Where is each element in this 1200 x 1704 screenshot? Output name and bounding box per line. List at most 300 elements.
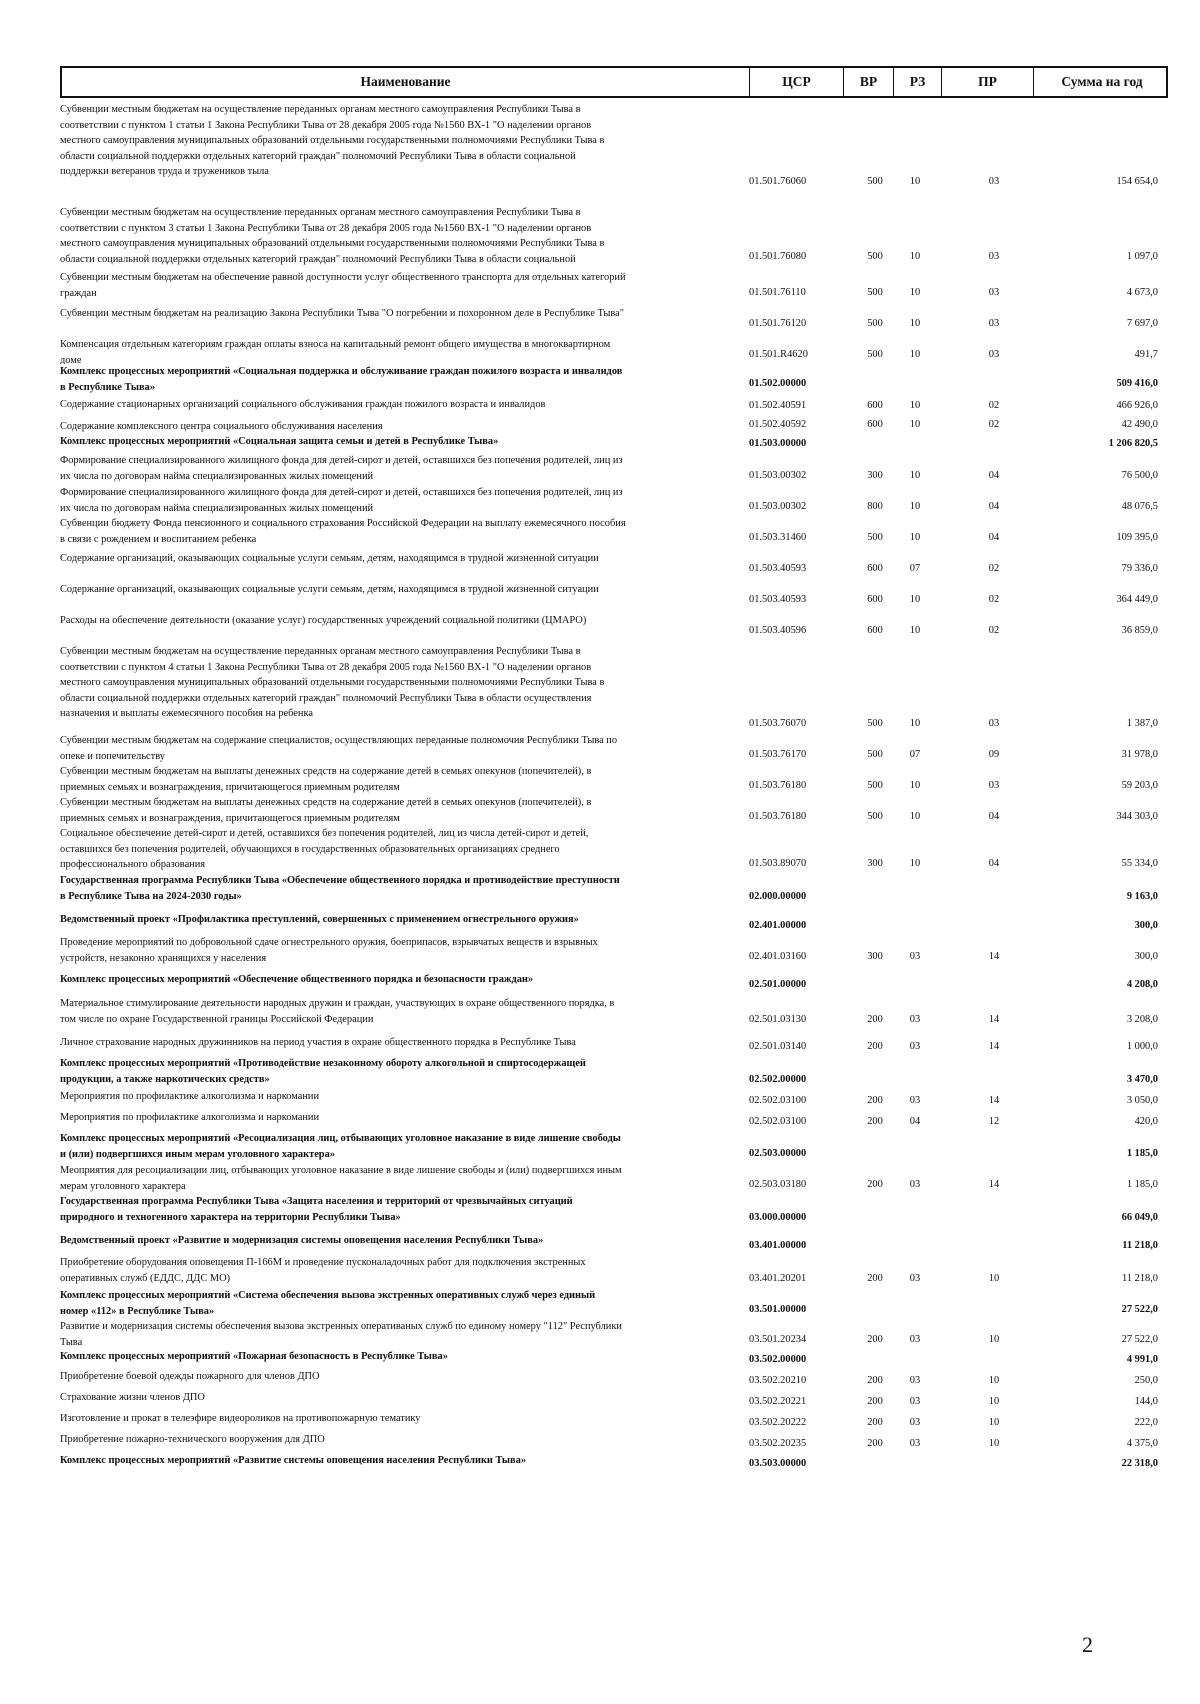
row-pr bbox=[939, 1226, 1031, 1227]
row-rz: 10 bbox=[909, 470, 921, 482]
row-vr bbox=[841, 1472, 891, 1473]
row-pr bbox=[939, 1472, 1031, 1473]
table-row bbox=[60, 1369, 1168, 1390]
row-name: Субвенции местным бюджетам на выплаты денежных средств на содержание детей в семьях опекунов (попечителей), в приемных семьях и вознаграждения, причитающегося приемным родителям bbox=[60, 766, 592, 793]
row-sum: 491,7 bbox=[1134, 349, 1158, 361]
row-csr: 02.501.03130 bbox=[749, 1014, 807, 1026]
row-pr bbox=[939, 1368, 1031, 1369]
row-vr: 200 bbox=[867, 1417, 883, 1429]
row-name: Проведение мероприятий по добровольной сдаче огнестрельного оружия, боеприпасов, взрывчатых веществ и взрывных устройств, незаконно хранящихся у населения bbox=[60, 937, 598, 964]
row-sum: 11 218,0 bbox=[1122, 1240, 1158, 1252]
row-sum: 466 926,0 bbox=[1116, 400, 1158, 412]
row-pr: 14 bbox=[988, 1014, 1000, 1026]
header-name: Наименование bbox=[360, 74, 451, 89]
row-rz bbox=[891, 1472, 939, 1473]
row-rz bbox=[891, 1162, 939, 1163]
row-pr bbox=[939, 392, 1031, 393]
row-pr: 12 bbox=[988, 1116, 1000, 1128]
row-csr: 03.501.00000 bbox=[749, 1304, 807, 1316]
row-vr: 500 bbox=[867, 749, 883, 761]
row-sum: 36 859,0 bbox=[1121, 625, 1158, 637]
row-rz: 03 bbox=[909, 1095, 921, 1107]
row-sum: 364 449,0 bbox=[1116, 594, 1158, 606]
table-row bbox=[60, 1056, 1168, 1089]
row-name: Субвенции бюджету Фонда пенсионного и социального страхования Российской Федерации на выплату ежемесячного пособия в связи с рождением и воспитанием ребенка bbox=[60, 518, 626, 545]
row-name: Субвенции местным бюджетам на обеспечение равной доступности услуг общественного транспорта для отдельных категорий граждан bbox=[60, 272, 626, 299]
row-name: Комплекс процессных мероприятий «Социальная поддержка и обслуживание граждан пожилого возраста и инвалидов в Республике Тыва» bbox=[60, 366, 623, 393]
row-rz: 03 bbox=[909, 1334, 921, 1346]
row-rz: 03 bbox=[909, 1014, 921, 1026]
row-name: Субвенции местным бюджетам на содержание специалистов, осуществляющих переданные полномочия Республики Тыва по опеке и попечительству bbox=[60, 735, 618, 762]
row-pr: 03 bbox=[988, 318, 1000, 330]
row-rz: 03 bbox=[909, 1438, 921, 1450]
row-vr: 300 bbox=[867, 470, 883, 482]
row-name: Материальное стимулирование деятельности народных дружин и граждан, участвующих в охране общественного порядка, в том числе по охране Государственной границы Российской Федерации bbox=[60, 998, 615, 1025]
row-rz: 10 bbox=[909, 532, 921, 544]
row-vr bbox=[841, 1088, 891, 1089]
row-csr: 02.502.00000 bbox=[749, 1074, 807, 1086]
row-rz bbox=[891, 1254, 939, 1255]
row-vr: 600 bbox=[867, 419, 883, 431]
row-pr: 10 bbox=[988, 1375, 1000, 1387]
row-name: Расходы на обеспечение деятельности (оказание услуг) государственных учреждений социальной политики (ЦМАРО) bbox=[60, 615, 587, 626]
row-vr bbox=[841, 1254, 891, 1255]
row-pr: 04 bbox=[988, 501, 1000, 513]
row-sum: 4 673,0 bbox=[1126, 287, 1158, 299]
row-pr: 02 bbox=[988, 594, 1000, 606]
row-name: Комплекс процессных мероприятий «Система обеспечения вызова экстренных оперативных служб через единый номер «112» в Республике Тыва» bbox=[60, 1290, 596, 1317]
row-vr bbox=[841, 993, 891, 994]
row-rz bbox=[891, 392, 939, 393]
row-name: Содержание организаций, оказывающих социальные услуги семьям, детям, находящимся в трудной жизненной ситуации bbox=[60, 584, 599, 595]
row-sum: 109 395,0 bbox=[1116, 532, 1158, 544]
row-vr: 200 bbox=[867, 1438, 883, 1450]
header-sum: Сумма на год bbox=[1033, 68, 1170, 96]
row-name: Субвенции местным бюджетам на осуществление переданных органам местного самоуправления Республики Тыва в соответствии с пунктом 1 статьи 1 Закона Республики Тыва от 28 декабря 2005 года №1560 ВХ-1 "О наделении органов местного самоуправления муниципальных образований отдельными государственными полномочиями Республики Тыва в области социальной поддержки отдельных категорий граждан" полномочий Республики Тыва в области социальной поддержки ветеранов труда и тружеников тыла bbox=[60, 104, 605, 178]
row-pr: 10 bbox=[988, 1273, 1000, 1285]
row-csr: 03.502.20222 bbox=[749, 1417, 807, 1429]
row-rz: 10 bbox=[909, 251, 921, 263]
row-name: Субвенции местным бюджетам на выплаты денежных средств на содержание детей в семьях опекунов (попечителей), в приемных семьях и вознаграждения, причитающегося приемным родителям bbox=[60, 797, 592, 824]
row-rz: 03 bbox=[909, 951, 921, 963]
row-pr: 10 bbox=[988, 1417, 1000, 1429]
table-row bbox=[60, 733, 1168, 764]
row-csr: 03.501.20234 bbox=[749, 1334, 807, 1346]
budget-table bbox=[60, 66, 1168, 1473]
row-pr: 03 bbox=[988, 176, 1000, 188]
table-row bbox=[60, 434, 1168, 453]
row-rz bbox=[891, 1368, 939, 1369]
table-row bbox=[60, 1432, 1168, 1453]
row-name: Мероприятия по профилактике алкоголизма и наркомании bbox=[60, 1091, 320, 1102]
row-vr: 200 bbox=[867, 1334, 883, 1346]
row-vr: 200 bbox=[867, 1396, 883, 1408]
table-row bbox=[60, 1110, 1168, 1131]
row-csr: 01.503.00302 bbox=[749, 470, 807, 482]
row-csr: 01.503.31460 bbox=[749, 532, 807, 544]
row-pr: 04 bbox=[988, 858, 1000, 870]
row-name: Формирование специализированного жилищного фонда для детей-сирот и детей, оставшихся без попечения родителей, лиц из их числа по договорам найма специализированных жилых помещений bbox=[60, 455, 623, 482]
row-sum: 27 522,0 bbox=[1121, 1304, 1158, 1316]
row-rz: 03 bbox=[909, 1375, 921, 1387]
row-sum: 76 500,0 bbox=[1121, 470, 1158, 482]
table-row bbox=[60, 609, 1168, 640]
row-pr: 04 bbox=[988, 470, 1000, 482]
header-csr: ЦСР bbox=[749, 68, 843, 96]
row-vr: 600 bbox=[867, 400, 883, 412]
row-csr: 03.502.20235 bbox=[749, 1438, 807, 1450]
row-rz: 10 bbox=[909, 176, 921, 188]
table-row bbox=[60, 935, 1168, 966]
table-row bbox=[60, 795, 1168, 826]
row-vr bbox=[841, 1318, 891, 1319]
row-csr: 03.502.20221 bbox=[749, 1396, 807, 1408]
table-row bbox=[60, 1288, 1168, 1319]
row-csr: 02.502.03100 bbox=[749, 1116, 807, 1128]
row-sum: 1 097,0 bbox=[1126, 251, 1158, 263]
row-vr: 200 bbox=[867, 1095, 883, 1107]
row-pr: 04 bbox=[988, 811, 1000, 823]
table-row bbox=[60, 333, 1168, 364]
row-name: Комплекс процессных мероприятий «Обеспечение общественного порядка и безопасности граждан» bbox=[60, 974, 534, 985]
row-sum: 9 163,0 bbox=[1126, 891, 1158, 903]
table-row bbox=[60, 873, 1168, 906]
row-name: Приобретение боевой одежды пожарного для членов ДПО bbox=[60, 1371, 320, 1382]
row-csr: 02.502.03100 bbox=[749, 1095, 807, 1107]
row-vr: 500 bbox=[867, 349, 883, 361]
row-sum: 344 303,0 bbox=[1116, 811, 1158, 823]
row-rz: 10 bbox=[909, 287, 921, 299]
row-rz bbox=[891, 905, 939, 906]
header-pr: ПР bbox=[941, 68, 1033, 96]
row-sum: 66 049,0 bbox=[1121, 1212, 1158, 1224]
row-vr: 500 bbox=[867, 318, 883, 330]
row-name: Содержание стационарных организаций социального обслуживания граждан пожилого возраста и инвалидов bbox=[60, 399, 546, 410]
row-sum: 3 050,0 bbox=[1126, 1095, 1158, 1107]
row-pr: 03 bbox=[988, 349, 1000, 361]
row-csr: 03.502.20210 bbox=[749, 1375, 807, 1387]
row-csr: 01.501.76110 bbox=[749, 287, 806, 299]
row-csr: 01.503.76180 bbox=[749, 811, 807, 823]
table-row bbox=[60, 1131, 1168, 1163]
row-sum: 420,0 bbox=[1134, 1116, 1158, 1128]
row-vr bbox=[841, 905, 891, 906]
row-name: Содержание организаций, оказывающих социальные услуги семьям, детям, находящимся в трудной жизненной ситуации bbox=[60, 553, 599, 564]
row-name: Страхование жизни членов ДПО bbox=[60, 1392, 205, 1403]
table-row bbox=[60, 364, 1168, 393]
row-vr bbox=[841, 392, 891, 393]
row-pr: 02 bbox=[988, 400, 1000, 412]
row-rz: 10 bbox=[909, 501, 921, 513]
row-sum: 48 076,5 bbox=[1121, 501, 1158, 513]
row-pr: 10 bbox=[988, 1438, 1000, 1450]
row-name: Государственная программа Республики Тыва «Обеспечение общественного порядка и противодействие преступности в Республике Тыва на 2024-2030 годы» bbox=[60, 875, 620, 902]
row-sum: 1 185,0 bbox=[1126, 1148, 1158, 1160]
row-name: Комплекс процессных мероприятий «Ресоциализация лиц, отбывающих уголовное наказание в виде лишение свободы и (или) подвергшихся иным мерам уголовного характера» bbox=[60, 1133, 621, 1160]
table-row bbox=[60, 1227, 1168, 1255]
row-name: Субвенции местным бюджетам на реализацию Закона Республики Тыва "О погребении и похоронном деле в Республике Тыва" bbox=[60, 308, 624, 319]
table-row bbox=[60, 1163, 1168, 1194]
row-sum: 55 334,0 bbox=[1121, 858, 1158, 870]
row-vr: 200 bbox=[867, 1041, 883, 1053]
row-pr: 14 bbox=[988, 1179, 1000, 1191]
row-csr: 01.503.89070 bbox=[749, 858, 807, 870]
row-rz: 10 bbox=[909, 419, 921, 431]
row-csr: 02.000.00000 bbox=[749, 891, 807, 903]
row-sum: 11 218,0 bbox=[1122, 1273, 1158, 1285]
row-pr: 02 bbox=[988, 625, 1000, 637]
row-pr: 02 bbox=[988, 563, 1000, 575]
row-rz bbox=[891, 452, 939, 453]
row-sum: 300,0 bbox=[1134, 920, 1158, 932]
row-name: Личное страхование народных дружинников на период участия в охране общественного порядка в Республике Тыва bbox=[60, 1037, 576, 1048]
row-rz: 03 bbox=[909, 1041, 921, 1053]
row-csr: 01.501.76060 bbox=[749, 176, 807, 188]
row-csr: 02.503.03180 bbox=[749, 1179, 807, 1191]
row-vr: 600 bbox=[867, 625, 883, 637]
row-rz: 10 bbox=[909, 780, 921, 792]
row-vr: 200 bbox=[867, 1273, 883, 1285]
row-pr: 04 bbox=[988, 532, 1000, 544]
row-csr: 03.503.00000 bbox=[749, 1458, 807, 1470]
header-vr: ВР bbox=[843, 68, 893, 96]
row-sum: 300,0 bbox=[1134, 951, 1158, 963]
row-name: Комплекс процессных мероприятий «Пожарная безопасность в Республике Тыва» bbox=[60, 1351, 448, 1362]
row-csr: 01.502.40592 bbox=[749, 419, 807, 431]
row-pr bbox=[939, 1254, 1031, 1255]
row-vr: 500 bbox=[867, 718, 883, 730]
row-name: Приобретение пожарно-технического вооружения для ДПО bbox=[60, 1434, 325, 1445]
table-row bbox=[60, 1453, 1168, 1473]
table-row bbox=[60, 453, 1168, 485]
table-row bbox=[60, 547, 1168, 578]
row-csr: 02.501.00000 bbox=[749, 979, 807, 991]
row-name: Формирование специализированного жилищного фонда для детей-сирот и детей, оставшихся без попечения родителей, лиц из их числа по договорам найма специализированных жилых помещений bbox=[60, 487, 623, 514]
row-sum: 27 522,0 bbox=[1121, 1334, 1158, 1346]
row-sum: 1 387,0 bbox=[1126, 718, 1158, 730]
row-vr: 200 bbox=[867, 1375, 883, 1387]
row-csr: 01.503.40596 bbox=[749, 625, 807, 637]
row-vr: 500 bbox=[867, 251, 883, 263]
row-csr: 01.502.00000 bbox=[749, 378, 807, 390]
row-sum: 3 470,0 bbox=[1126, 1074, 1158, 1086]
table-row bbox=[60, 826, 1168, 873]
row-name: Государственная программа Республики Тыва «Защита населения и территорий от чрезвычайных ситуаций природного и техногенного характера на территории Республики Тыва» bbox=[60, 1196, 573, 1223]
row-pr: 14 bbox=[988, 1095, 1000, 1107]
row-sum: 1 000,0 bbox=[1126, 1041, 1158, 1053]
row-name: Комплекс процессных мероприятий «Социальная защита семьи и детей в Республике Тыва» bbox=[60, 436, 499, 447]
row-vr: 600 bbox=[867, 563, 883, 575]
row-csr: 02.501.03140 bbox=[749, 1041, 807, 1053]
row-name: Приобретение оборудования оповещения П-166М и проведение пусконаладочных работ для подключения экстренных оперативных служб (ЕДДС, ДДС МО) bbox=[60, 1257, 586, 1284]
table-row bbox=[60, 764, 1168, 795]
row-rz: 10 bbox=[909, 858, 921, 870]
row-name: Ведомственный проект «Профилактика преступлений, совершенных с применением огнестрельного оружия» bbox=[60, 914, 579, 925]
row-sum: 1 206 820,5 bbox=[1108, 438, 1158, 450]
row-rz: 10 bbox=[909, 625, 921, 637]
table-row bbox=[60, 1089, 1168, 1110]
row-vr: 200 bbox=[867, 1179, 883, 1191]
table-row bbox=[60, 516, 1168, 547]
row-vr bbox=[841, 1226, 891, 1227]
table-row bbox=[60, 98, 1168, 191]
row-vr: 500 bbox=[867, 811, 883, 823]
table-row bbox=[60, 578, 1168, 609]
row-rz: 03 bbox=[909, 1273, 921, 1285]
row-rz bbox=[891, 1226, 939, 1227]
table-row bbox=[60, 906, 1168, 935]
row-vr bbox=[841, 934, 891, 935]
row-vr: 600 bbox=[867, 594, 883, 606]
table-row bbox=[60, 1029, 1168, 1056]
row-sum: 250,0 bbox=[1134, 1375, 1158, 1387]
row-csr: 03.502.00000 bbox=[749, 1354, 807, 1366]
table-body bbox=[60, 98, 1168, 1473]
row-csr: 01.501.76120 bbox=[749, 318, 807, 330]
table-row bbox=[60, 640, 1168, 733]
table-row bbox=[60, 1319, 1168, 1349]
row-csr: 01.501.76080 bbox=[749, 251, 807, 263]
row-rz: 10 bbox=[909, 718, 921, 730]
row-vr: 500 bbox=[867, 287, 883, 299]
row-sum: 1 185,0 bbox=[1126, 1179, 1158, 1191]
row-pr: 14 bbox=[988, 1041, 1000, 1053]
row-vr: 200 bbox=[867, 1116, 883, 1128]
row-sum: 59 203,0 bbox=[1121, 780, 1158, 792]
row-csr: 02.401.00000 bbox=[749, 920, 807, 932]
row-rz bbox=[891, 993, 939, 994]
row-csr: 01.502.40591 bbox=[749, 400, 807, 412]
table-row bbox=[60, 191, 1168, 266]
table-row bbox=[60, 1390, 1168, 1411]
row-pr: 10 bbox=[988, 1334, 1000, 1346]
row-sum: 22 318,0 bbox=[1121, 1458, 1158, 1470]
row-pr bbox=[939, 1088, 1031, 1089]
row-vr: 300 bbox=[867, 951, 883, 963]
row-sum: 154 654,0 bbox=[1116, 176, 1158, 188]
row-pr bbox=[939, 934, 1031, 935]
row-sum: 4 208,0 bbox=[1126, 979, 1158, 991]
row-sum: 31 978,0 bbox=[1121, 749, 1158, 761]
row-vr bbox=[841, 1162, 891, 1163]
table-row bbox=[60, 966, 1168, 994]
row-rz: 10 bbox=[909, 349, 921, 361]
table-header bbox=[60, 66, 1168, 98]
row-pr bbox=[939, 452, 1031, 453]
row-pr: 03 bbox=[988, 287, 1000, 299]
row-vr: 500 bbox=[867, 780, 883, 792]
row-name: Ведомственный проект «Развитие и модернизация системы оповещения населения Республики Тыва» bbox=[60, 1235, 544, 1246]
row-sum: 4 991,0 bbox=[1126, 1354, 1158, 1366]
row-pr: 09 bbox=[988, 749, 1000, 761]
row-vr: 500 bbox=[867, 176, 883, 188]
row-name: Социальное обеспечение детей-сирот и детей, оставшихся без попечения родителей, лиц из числа детей-сирот и детей, оставшихся без попечения родителей, обучающихся в государственных образовательных организациях среднего профессионального образования bbox=[60, 828, 589, 871]
row-rz: 03 bbox=[909, 1179, 921, 1191]
row-vr: 300 bbox=[867, 858, 883, 870]
row-sum: 509 416,0 bbox=[1116, 378, 1158, 390]
row-csr: 01.501.R4620 bbox=[749, 349, 808, 361]
row-rz: 10 bbox=[909, 318, 921, 330]
row-sum: 42 490,0 bbox=[1121, 419, 1158, 431]
row-csr: 02.401.03160 bbox=[749, 951, 807, 963]
row-name: Мероприятия по профилактике алкоголизма и наркомании bbox=[60, 1112, 320, 1123]
row-sum: 4 375,0 bbox=[1126, 1438, 1158, 1450]
row-csr: 03.401.20201 bbox=[749, 1273, 807, 1285]
row-rz: 03 bbox=[909, 1396, 921, 1408]
row-csr: 01.503.40593 bbox=[749, 594, 807, 606]
row-pr: 02 bbox=[988, 419, 1000, 431]
row-csr: 02.503.00000 bbox=[749, 1148, 807, 1160]
row-csr: 01.503.40593 bbox=[749, 563, 807, 575]
row-name: Компенсация отдельным категориям граждан оплаты взноса на капитальный ремонт общего имущества в многоквартирном доме bbox=[60, 339, 611, 364]
row-pr bbox=[939, 993, 1031, 994]
row-sum: 7 697,0 bbox=[1126, 318, 1158, 330]
row-name: Комплекс процессных мероприятий «Противодействие незаконному обороту алкогольной и спиртосодержащей продукции, а также наркотических средств» bbox=[60, 1058, 586, 1085]
row-name: Содержание комплексного центра социального обслуживания населения bbox=[60, 421, 383, 432]
row-pr: 10 bbox=[988, 1396, 1000, 1408]
table-row bbox=[60, 302, 1168, 333]
row-rz: 03 bbox=[909, 1417, 921, 1429]
row-rz: 10 bbox=[909, 400, 921, 412]
row-sum: 222,0 bbox=[1134, 1417, 1158, 1429]
row-sum: 144,0 bbox=[1134, 1396, 1158, 1408]
row-pr: 03 bbox=[988, 780, 1000, 792]
row-pr bbox=[939, 1162, 1031, 1163]
header-rz: РЗ bbox=[893, 68, 941, 96]
row-vr: 800 bbox=[867, 501, 883, 513]
row-name: Меоприятия для ресоциализации лиц, отбывающих уголовное наказание в виде лишение свободы и (или) подвергшихся иным мерам уголовного характера bbox=[60, 1165, 622, 1192]
row-pr: 03 bbox=[988, 251, 1000, 263]
table-row bbox=[60, 1194, 1168, 1227]
row-rz: 04 bbox=[909, 1116, 921, 1128]
row-rz bbox=[891, 1318, 939, 1319]
table-row bbox=[60, 415, 1168, 434]
table-row bbox=[60, 1255, 1168, 1288]
row-csr: 01.503.00302 bbox=[749, 501, 807, 513]
row-pr: 14 bbox=[988, 951, 1000, 963]
table-row bbox=[60, 485, 1168, 516]
row-vr: 200 bbox=[867, 1014, 883, 1026]
row-rz bbox=[891, 934, 939, 935]
row-csr: 01.503.76180 bbox=[749, 780, 807, 792]
row-name: Изготовление и прокат в телеэфире видеороликов на противопожарную тематику bbox=[60, 1413, 421, 1424]
page-number: 2 bbox=[1082, 1632, 1093, 1657]
row-pr bbox=[939, 1318, 1031, 1319]
row-rz bbox=[891, 1088, 939, 1089]
row-name: Развитие и модернизация системы обеспечения вызова экстренных оперативаных служб по единому номеру "112" Республики Тыва bbox=[60, 1321, 622, 1348]
row-vr: 500 bbox=[867, 532, 883, 544]
row-sum: 79 336,0 bbox=[1121, 563, 1158, 575]
row-rz: 10 bbox=[909, 594, 921, 606]
table-row bbox=[60, 1349, 1168, 1369]
table-row bbox=[60, 994, 1168, 1029]
row-csr: 03.401.00000 bbox=[749, 1240, 807, 1252]
row-name: Субвенции местным бюджетам на осуществление переданных органам местного самоуправления Республики Тыва в соответствии с пунктом 3 статьи 1 Закона Республики Тыва от 28 декабря 2005 года №1560 ВХ-1 "О наделении органов местного самоуправления муниципальных образований отдельными государственными полномочиями Республики Тыва в области социальной поддержки отдельных категорий граждан" полномочий Республики Тыва в области социальной bbox=[60, 207, 605, 265]
table-row bbox=[60, 266, 1168, 302]
row-vr bbox=[841, 452, 891, 453]
row-pr bbox=[939, 905, 1031, 906]
row-name: Комплекс процессных мероприятий «Развитие системы оповещения населения Республики Тыва» bbox=[60, 1455, 527, 1466]
row-rz: 07 bbox=[909, 563, 921, 575]
table-row bbox=[60, 393, 1168, 415]
row-csr: 03.000.00000 bbox=[749, 1212, 807, 1224]
row-rz: 07 bbox=[909, 749, 921, 761]
table-row bbox=[60, 1411, 1168, 1432]
row-name: Субвенции местным бюджетам на осуществление переданных органам местного самоуправления Республики Тыва в соответствии с пунктом 4 статьи 1 Закона Республики Тыва от 28 декабря 2005 года №1560 ВХ-1 "О наделении органов местного самоуправления муниципальных образований отдельными государственными полномочиями Республики Тыва в области социальной поддержки отдельных категорий граждан" полномочий Республики Тыва в области осуществления назначения и выплаты ежемесячного пособия на ребенка bbox=[60, 646, 605, 720]
row-csr: 01.503.76170 bbox=[749, 749, 807, 761]
row-csr: 01.503.76070 bbox=[749, 718, 807, 730]
row-sum: 3 208,0 bbox=[1126, 1014, 1158, 1026]
